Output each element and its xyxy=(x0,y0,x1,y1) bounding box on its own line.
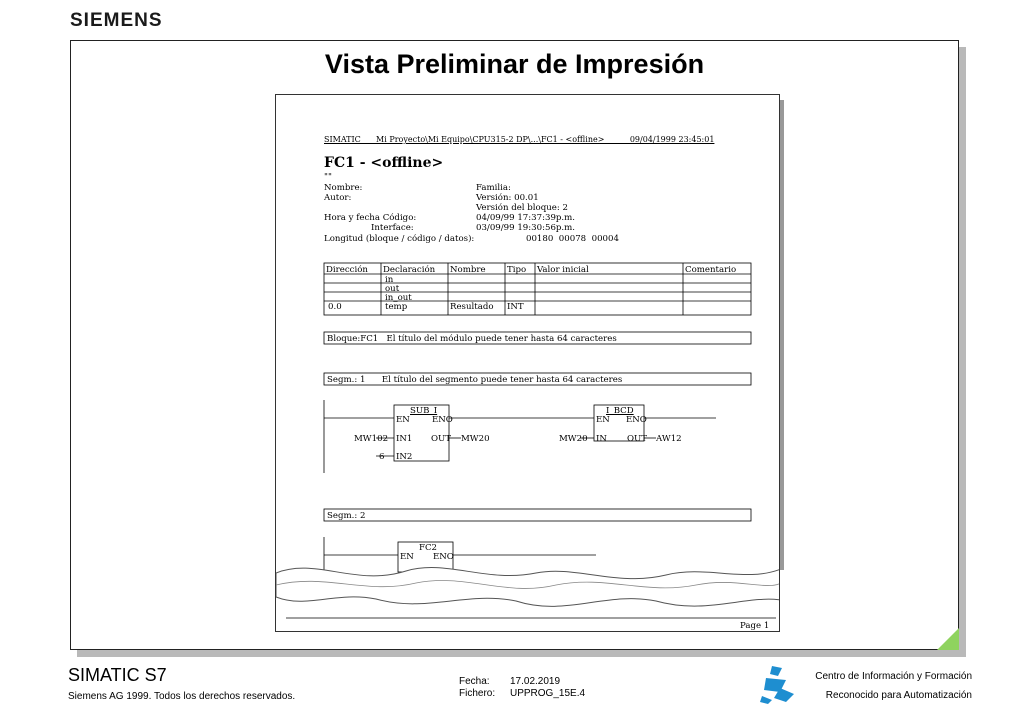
doc-hora-codigo: 04/09/99 17:37:39p.m. xyxy=(476,213,576,223)
th-valor: Valor inicial xyxy=(537,265,589,275)
sub-i-out: OUT xyxy=(431,434,452,444)
th-nombre: Nombre xyxy=(450,265,486,275)
product-name: SIMATIC S7 xyxy=(68,665,167,685)
doc-familia: Familia: xyxy=(476,183,511,193)
doc-lines xyxy=(276,95,780,632)
centro-text: Centro de Información y Formación xyxy=(815,671,972,682)
fc2-label: FC2 xyxy=(419,543,438,553)
operand-mw102: MW102 xyxy=(354,434,389,444)
operand-mw20-out: MW20 xyxy=(461,434,490,444)
fecha-label: Fecha: xyxy=(459,676,490,687)
td-in: in xyxy=(385,275,394,285)
doc-autor: Autor: xyxy=(324,193,352,203)
sub-i-en: EN xyxy=(396,415,410,425)
operand-aw12: AW12 xyxy=(656,434,682,444)
doc-nombre: Nombre: xyxy=(324,183,363,193)
th-tipo: Tipo xyxy=(507,265,527,275)
sub-i-in1: IN1 xyxy=(396,434,413,444)
td-temp: temp xyxy=(385,302,408,312)
fichero-value: UPPROG_15E.4 xyxy=(510,688,586,699)
doc-segm2: Segm.: 2 xyxy=(327,511,366,521)
operand-6: 6 xyxy=(379,452,385,462)
i-bcd-out: OUT xyxy=(627,434,648,444)
doc-interface: Interface: xyxy=(371,223,414,233)
corner-accent xyxy=(937,628,959,650)
td-inout: in_out xyxy=(385,293,412,303)
th-declaracion: Declaración xyxy=(383,265,436,275)
i-bcd-eno: ENO xyxy=(626,415,647,425)
operand-mw20-in: MW20 xyxy=(559,434,588,444)
sub-i-eno: ENO xyxy=(432,415,453,425)
td-int: INT xyxy=(507,302,524,312)
doc-header-line: SIMATIC Mi Proyecto\Mi Equipo\CPU315-2 DP\...\FC1 - <offline> 09/04/1999 23:45:01 xyxy=(324,135,715,144)
doc-interface-val: 03/09/99 19:30:56p.m. xyxy=(476,223,576,233)
page-number: Page 1 xyxy=(740,621,770,631)
doc-longitud-val: 00180 00078 00004 xyxy=(526,234,619,244)
doc-quote: "" xyxy=(324,172,332,182)
td-resultado: Resultado xyxy=(450,302,494,312)
reconocido-text: Reconocido para Automatización xyxy=(825,690,972,701)
copyright: Siemens AG 1999. Todos los derechos reservados. xyxy=(68,691,296,702)
doc-block-title: FC1 - <offline> xyxy=(324,155,444,171)
fecha-value: 17.02.2019 xyxy=(510,676,561,687)
doc-bloque-line: Bloque:FC1 El título del módulo puede tener hasta 64 caracteres xyxy=(327,334,617,344)
th-direccion: Dirección xyxy=(326,265,368,275)
sub-i-in2: IN2 xyxy=(396,452,413,462)
doc-longitud: Longitud (bloque / código / datos): xyxy=(324,234,475,244)
doc-version-bloque: Versión del bloque: 2 xyxy=(476,203,568,213)
sub-i-label: SUB_I xyxy=(410,406,438,416)
doc-segm1: Segm.: 1 El título del segmento puede tener hasta 64 caracteres xyxy=(327,375,623,385)
i-bcd-label: I_BCD xyxy=(606,406,634,416)
doc-hora: Hora y fecha Código: xyxy=(324,213,417,223)
print-preview-page xyxy=(275,94,780,632)
fc2-en: EN xyxy=(400,552,414,562)
fc2-eno: ENO xyxy=(433,552,454,562)
fichero-label: Fichero: xyxy=(459,688,496,699)
page-title: Vista Preliminar de Impresión xyxy=(324,49,705,79)
doc-version: Versión: 00.01 xyxy=(476,193,539,203)
td-out: out xyxy=(385,284,400,294)
th-comentario: Comentario xyxy=(685,265,737,275)
siemens-logo: SIEMENS xyxy=(70,10,163,31)
td-addr: 0.0 xyxy=(328,302,342,312)
i-bcd-in: IN xyxy=(596,434,607,444)
i-bcd-en: EN xyxy=(596,415,610,425)
